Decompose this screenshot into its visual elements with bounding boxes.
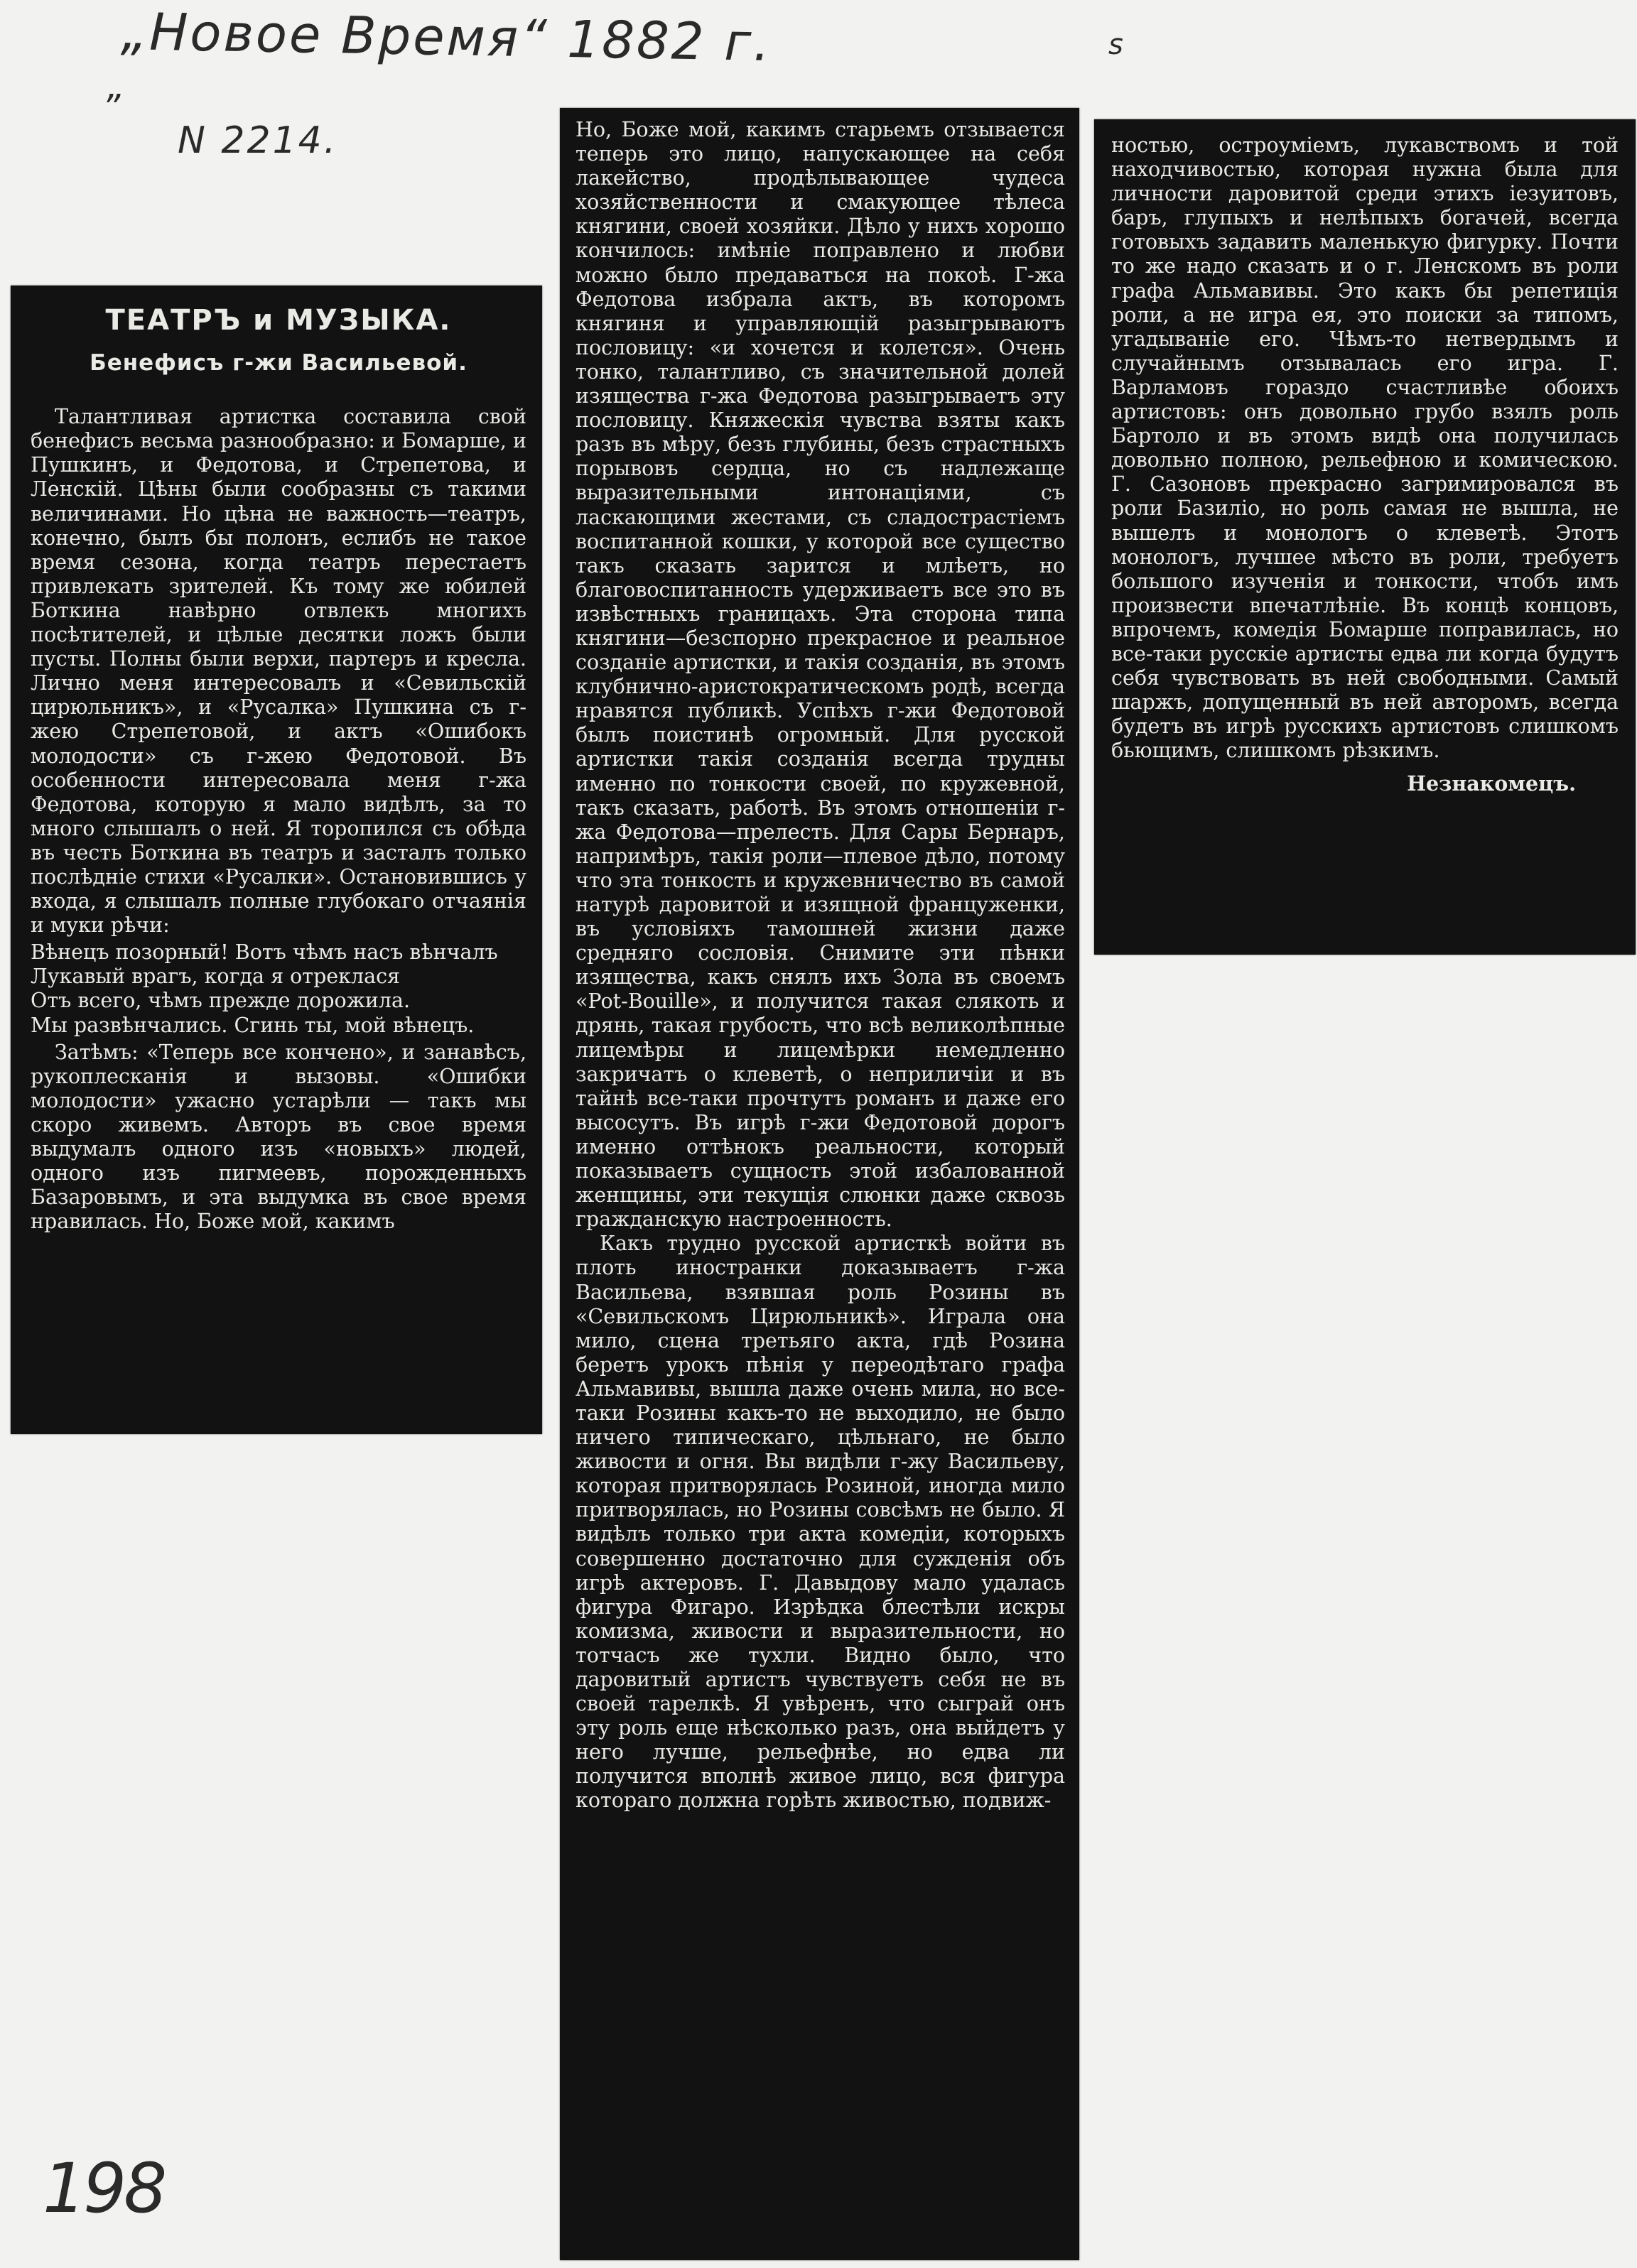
newspaper-clipping-middle <box>560 108 1079 2260</box>
pencil-mark: ѕ <box>1108 28 1125 61</box>
section-title: ТЕАТРЪ и МУЗЫКА. <box>105 304 452 337</box>
article-paragraph: Талантливая артистка составила свой бенефисъ весьма разнообразно: и Бомарше, и Пушкинъ, и Федотова, и Стрепетова, и Ленскій. Цѣны были сообразны съ такими величинами. Но цѣна не важность—театръ, конечно, былъ бы полонъ, еслибъ не такое время сезона, когда театръ перестаетъ привлекать зрителей. Къ тому же юбилей Боткина навѣрно отвлекъ многихъ посѣтителей, и цѣлые десятки ложъ были пусты. Полны были верхи, партеръ и кресла. Лично меня интересовалъ и «Севильскій цирюльникъ», и «Русалка» Пушкина съ г-жею Стрепетовой, и актъ «Ошибокъ молодости» съ г-жею Федотовой. Въ особенности интересовала меня г-жа Федотова, которую я мало видѣлъ, за то много слышалъ о ней. Я торопился съ обѣда въ честь Боткина въ театръ и засталъ только послѣдніе стихи «Русалки». Остановившись у входа, я слышалъ полные глубокаго отчаянія и муки рѣчи: <box>31 405 526 938</box>
article-paragraph: Но, Боже мой, какимъ старьемъ отзывается теперь это лицо, напускающее на себя лакейство, продѣлывающее чудеса хозяйственности и смакующее тѣлеса княгини, своей хозяйки. Дѣло у нихъ хорошо кончилось: имѣніе поправлено и любви можно было предаваться на покоѣ. Г-жа Федотова избрала актъ, въ которомъ княгиня и управляющій разыгрываютъ пословицу: «и хочется и колется». Очень тонко, талантливо, съ значительной долей изящества г-жа Федотова разыгрываетъ эту пословицу. Княжескія чувства взяты какъ разъ въ мѣру, безъ глубины, безъ страстныхъ порывовъ сердца, но съ надлежаще выразительными интонаціями, съ ласкающими жестами, съ сладострастіемъ воспитанной кошки, у которой все существо такъ сказать зарится и млѣетъ, но благовоспитанность удерживаетъ все это въ извѣстныхъ границахъ. Эта сторона типа княгини—безспорно прекрасное и реальное созданіе артистки, и такія созданія, въ этомъ клубнично-аристократическомъ родѣ, всегда нравятся публикѣ. Успѣхъ г-жи Федотовой былъ поистинѣ огромный. Для русской артистки такія созданія всегда трудны именно по тонкости своей, по кружевной, такъ сказать, работѣ. Въ этомъ отношеніи г-жа Федотова—прелесть. Для Сары Бернаръ, напримѣръ, такія роли—плевое дѣло, потому что эта тонкость и кружевничество въ самой натурѣ даровитой и изящной француженки, въ условіяхъ тамошней жизни даже средняго сословія. Снимите эти пѣнки изящества, какъ снялъ ихъ Зола въ своемъ «Pot-Bouille», и получится такая слякоть и дрянь, такая грубость, что всѣ великолѣпные лицемѣры и лицемѣрки немедленно закричатъ о клеветѣ, о неприличіи и въ тайнѣ все-таки прочтутъ романъ и даже его высосутъ. Въ игрѣ г-жи Федотовой дорогъ именно оттѣнокъ реальности, который показываетъ сущность этой избалованной женщины, эти текущія слюнки даже сквозь гражданскую настроенность. <box>576 118 1065 1232</box>
verse-quote: Вѣнецъ позорный! Вотъ чѣмъ насъ вѣнчалъ Лукавый врагъ, когда я отреклася Отъ всего, чѣмъ прежде дорожила. Мы развѣнчались. Сгинь ты, мой вѣнецъ. <box>31 940 498 1037</box>
author-signature: Незнакомецъ. <box>1407 771 1576 796</box>
article-paragraph: ностью, остроуміемъ, лукавствомъ и той находчивостью, которая нужна была для личности даровитой среди этихъ іезуитовъ, баръ, глупыхъ и нелѣпыхъ богачей, всегда готовыхъ задавить маленькую фигурку. Почти то же надо сказать и о г. Ленскомъ въ роли графа Альмавивы. Это какъ бы репетиція роли, а не игра ея, это поиски за типомъ, угадываніе его. Чѣмъ-то нетвердымъ и случайнымъ отзывалась его игра. Г. Варламовъ гораздо счастливѣе обоихъ артистовъ: онъ довольно грубо взялъ роль Бартоло и въ этомъ видѣ она получилась довольно полною, рельефною и комическою. Г. Сазоновъ прекрасно загримировался въ роли Базиліо, но роль самая не вышла, не вышелъ и монологъ о клеветѣ. Этотъ монологъ, лучшее мѣсто въ роли, требуетъ большого изученія и тонкости, чтобъ имъ произвести впечатлѣніе. Въ концѣ концовъ, впрочемъ, комедія Бомарше поправилась, но все-таки русскіе артисты едва ли когда будутъ себя чувствовать въ ней свободными. Самый шаржъ, допущенный въ ней авторомъ, всегда будетъ въ игрѣ русскихъ артистовъ слишкомъ бьющимъ, слишкомъ рѣзкимъ. <box>1111 134 1619 763</box>
newspaper-clipping-right <box>1094 119 1636 955</box>
article-paragraph: Затѣмъ: «Теперь все кончено», и занавѣсъ, рукоплесканія и вызовы. «Ошибки молодости» ужасно устарѣли — такъ мы скоро живемъ. Авторъ въ свое время выдумалъ одного изъ «новыхъ» людей, одного изъ пигмеевъ, порожденныхъ Базаровымъ, и эта выдумка въ свое время нравилась. Но, Боже мой, какимъ <box>31 1040 526 1234</box>
handwritten-header: „Новое Время“ 1882 г. <box>120 1 772 72</box>
newspaper-clipping-left <box>11 286 542 1434</box>
handwritten-issue-number: N 2214. <box>178 119 338 162</box>
pencil-mark: „ <box>107 65 127 107</box>
article-subtitle: Бенефисъ г-жи Васильевой. <box>90 350 468 376</box>
handwritten-page-number: 198 <box>43 2149 165 2228</box>
article-paragraph: Какъ трудно русской артисткѣ войти въ плоть иностранки доказываетъ г-жа Васильева, взявшая роль Розины въ «Севильскомъ Цирюльникѣ». Играла она мило, сцена третьяго акта, гдѣ Розина беретъ урокъ пѣнія у переодѣтаго графа Альмавивы, вышла даже очень мила, но все-таки Розины какъ-то не выходило, не было ничего типическаго, цѣльнаго, не было живости и огня. Вы видѣли г-жу Васильеву, которая притворялась Розиной, иногда мило притворялась, но Розины совсѣмъ не было. Я видѣлъ только три акта комедіи, которыхъ совершенно достаточно для сужденія объ игрѣ актеровъ. Г. Давыдову мало удалась фигура Фигаро. Изрѣдка блестѣли искры комизма, живости и выразительности, но тотчасъ же тухли. Видно было, что даровитый артистъ чувствуетъ себя не въ своей тарелкѣ. Я увѣренъ, что сыграй онъ эту роль еще нѣсколько разъ, она выйдетъ у него лучше, рельефнѣе, но едва ли получится вполнѣ живое лицо, вся фигура котораго должна горѣть живостью, подвиж- <box>576 1232 1065 1813</box>
